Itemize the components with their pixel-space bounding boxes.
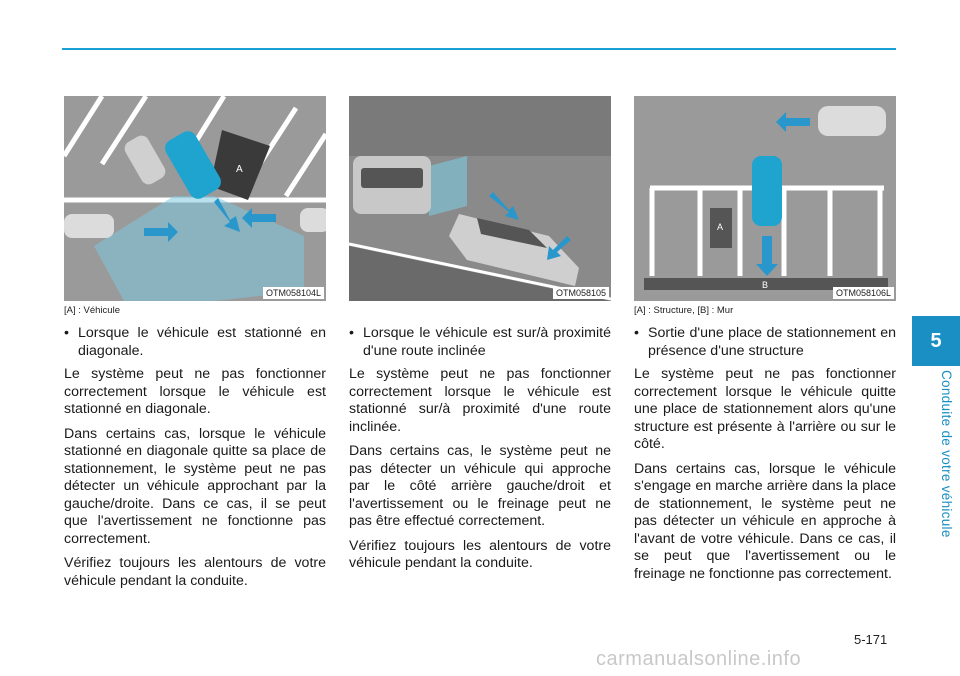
- column-inclined-road: [349, 96, 611, 580]
- figure-code: OTM058106L: [833, 287, 894, 299]
- figure-label: A: [236, 164, 243, 175]
- column-structure-exit: [634, 96, 896, 590]
- paragraph: Le système peut ne pas fonctionner correctement lorsque le véhicule est stationné sur/à proximité d'une route inclinée.: [349, 366, 611, 435]
- figure-code: OTM058105: [553, 287, 609, 299]
- figure-label: B: [762, 280, 769, 290]
- bullet-dot: •: [634, 325, 639, 341]
- paragraph: Vérifiez toujours les alentours de votre véhicule pendant la conduite.: [349, 537, 611, 571]
- paragraph: Vérifiez toujours les alentours de votre véhicule pendant la conduite.: [64, 555, 326, 589]
- bullet-dot: •: [349, 325, 354, 341]
- figure-label: A: [717, 222, 724, 232]
- bullet-item: [64, 325, 326, 360]
- inclined-road-illustration: [349, 96, 611, 301]
- figure-structure-exit: [634, 96, 896, 301]
- bullet-text: Lorsque le véhicule est stationné en diagonale.: [78, 325, 326, 359]
- page-number: 5-171: [854, 632, 888, 647]
- figure-code: OTM058104L: [263, 287, 324, 299]
- header-rule: [62, 48, 896, 50]
- paragraph: Dans certains cas, le système peut ne pas détecter un véhicule qui approche par le côté arrière gauche/droit et l'avertissement ou le freinage peut ne pas être effectué correctement.: [349, 443, 611, 529]
- chapter-tab: 5: [912, 316, 960, 366]
- paragraph: Le système peut ne pas fonctionner correctement lorsque le véhicule quitte une place de stationnement alors qu'une structure est présente à l'arrière ou sur le côté.: [634, 366, 896, 452]
- bullet-item: [634, 325, 896, 360]
- diagonal-parking-illustration: [64, 96, 326, 301]
- bullet-item: [349, 325, 611, 360]
- bullet-text: Lorsque le véhicule est sur/à proximité d'une route inclinée: [363, 325, 611, 359]
- paragraph: Dans certains cas, lorsque le véhicule s'engage en marche arrière dans la place de stationnement, le système peut ne pas détecter un véhicule en approche à l'avant de votre véhicule. Dans ce cas, il se peut que l'avertissement ou le freinage ne fonctionne pas correctement.: [634, 460, 896, 582]
- figure-diagonal-parking: [64, 96, 326, 301]
- figure-caption: [A] : Véhicule: [64, 305, 120, 316]
- figure-inclined-road: [349, 96, 611, 301]
- figure-caption: [349, 305, 611, 317]
- structure-exit-illustration: [634, 96, 896, 301]
- chapter-title: Conduite de votre véhicule: [939, 370, 954, 538]
- bullet-text: Sortie d'une place de stationnement en présence d'une structure: [648, 325, 896, 359]
- paragraph: Dans certains cas, lorsque le véhicule stationné en diagonale quitte sa place de stationnement, le système peut ne pas détecter un véhicule approchant par la gauche/droite. Dans ce cas, il se peut que l'avertissement ne fonctionne pas correctement.: [64, 425, 326, 547]
- column-diagonal-parking: [64, 96, 326, 597]
- figure-caption: [A] : Structure, [B] : Mur: [634, 305, 734, 316]
- watermark-bottom: carmanualsonline.info: [596, 648, 802, 670]
- paragraph: Le système peut ne pas fonctionner correctement lorsque le véhicule est stationné en diagonale.: [64, 366, 326, 417]
- bullet-dot: •: [64, 325, 69, 341]
